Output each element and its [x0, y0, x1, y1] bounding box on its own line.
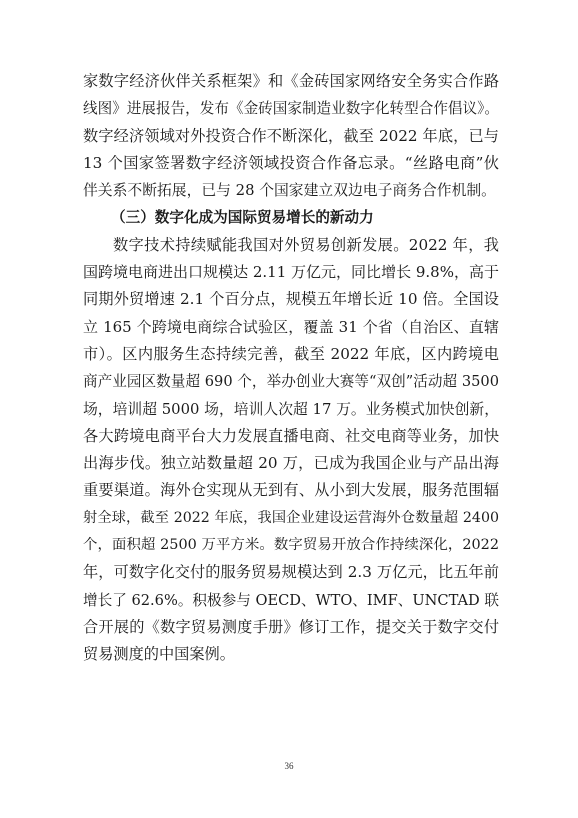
text-line: 年，可数字化交付的服务贸易规模达到 2.3 万亿元，比五年前	[83, 563, 499, 582]
section-heading: （三）数字化成为国际贸易增长的新动力	[111, 209, 374, 227]
paragraph-digital-trade	[83, 232, 499, 669]
page-number: 36	[284, 761, 294, 771]
text-line: 13 个国家签署数字经济领域投资合作备忘录。“丝路电商”伙	[83, 153, 499, 172]
text-line: 重要渠道。海外仓实现从无到有、从小到大发展，服务范围辐	[83, 481, 499, 500]
text-line: 数字经济领域对外投资合作不断深化，截至 2022 年底，已与	[83, 126, 499, 145]
text-line: 家数字经济伙伴关系框架》和《金砖国家网络安全务实合作路	[83, 72, 499, 90]
text-line: 数字技术持续赋能我国对外贸易创新发展。2022 年，我	[113, 235, 499, 254]
text-line: 伴关系不断拓展，已与 28 个国家建立双边电子商务合作机制。	[83, 182, 496, 200]
text-line: 市）。区内服务生态持续完善，截至 2022 年底，区内跨境电	[83, 344, 499, 363]
text-line: 合开展的《数字贸易测度手册》修订工作，提交关于数字交付	[83, 617, 499, 636]
text-line: 射全球，截至 2022 年底，我国企业建设运营海外仓数量超 2400	[83, 509, 499, 526]
text-line: 国跨境电商进出口规模达 2.11 万亿元，同比增长 9.8%，高于	[83, 263, 499, 282]
text-line: 出海步伐。独立站数量超 20 万，已成为我国企业与产品出海	[83, 454, 499, 473]
document-page	[83, 68, 499, 669]
text-line: 个，面积超 2500 万平方米。数字贸易开放合作持续深化，2022	[83, 537, 499, 554]
text-line: 各大跨境电商平台大力发展直播电商、社交电商等业务，加快	[83, 426, 499, 445]
text-line: 增长了 62.6%。积极参与 OECD、WTO、IMF、UNCTAD 联	[83, 591, 499, 609]
text-line: 线图》进展报告，发布《金砖国家制造业数字化转型合作倡议》。	[83, 100, 499, 118]
text-line: 同期外贸增速 2.1 个百分点，规模五年增长近 10 倍。全国设	[83, 290, 499, 309]
text-line: 贸易测度的中国案例。	[83, 645, 235, 664]
text-line: 场，培训超 5000 场，培训人次超 17 万。业务模式加快创新，	[83, 400, 499, 418]
text-line: 立 165 个跨境电商综合试验区，覆盖 31 个省（自治区、直辖	[83, 317, 499, 336]
paragraph-continued	[83, 68, 499, 204]
text-line: 商产业园区数量超 690 个，举办创业大赛等“双创”活动超 3500	[83, 373, 499, 391]
